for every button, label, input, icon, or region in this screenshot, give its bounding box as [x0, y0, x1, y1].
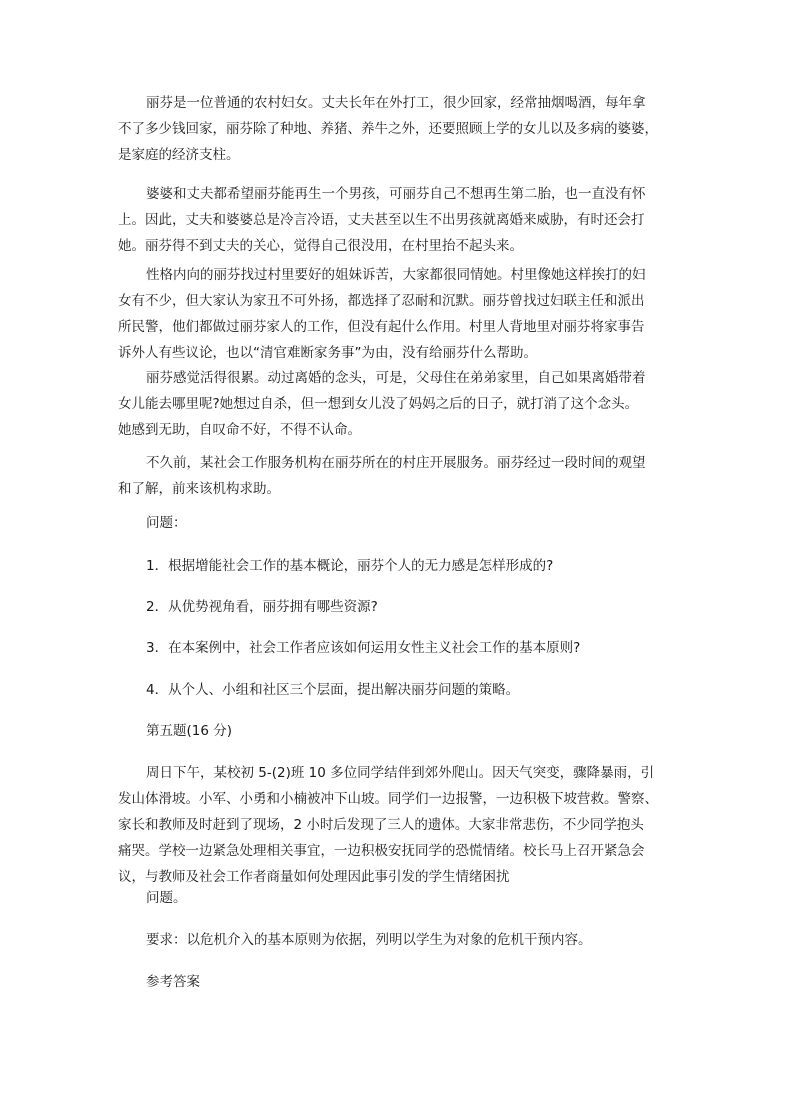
text-line: 3．在本案例中，社会工作者应该如何运用女性主义社会工作的基本原则?	[146, 640, 581, 656]
reference-answer-heading	[118, 969, 674, 995]
question-label	[118, 885, 674, 911]
text-line: 问题：	[146, 515, 187, 531]
paragraph-helplessness	[118, 365, 674, 443]
requirement-text	[118, 927, 674, 953]
text-line: 2．从优势视角看，丽芬拥有哪些资源?	[146, 599, 378, 615]
text-line: 发山体滑坡。小军、小勇和小楠被冲下山坡。同学们一边报警，一边积极下坡营救。警察、	[118, 791, 658, 807]
question-2	[118, 594, 674, 620]
text-line: 所民警，他们都做过丽芬家人的工作，但没有起什么作用。村里人背地里对丽芬将家事告	[118, 319, 645, 335]
text-line: 1．根据增能社会工作的基本概论，丽芬个人的无力感是怎样形成的?	[146, 558, 554, 574]
text-line: 家长和教师及时赶到了现场，2 小时后发现了三人的遗体。大家非常悲伤，不少同学抱头	[118, 817, 644, 833]
text-line: 参考答案	[146, 974, 200, 990]
section-heading-five	[118, 718, 674, 744]
text-line: 周日下午，某校初 5-(2)班 10 多位同学结伴到郊外爬山。因天气突变，骤降暴雨，引	[146, 765, 655, 781]
questions-heading	[118, 510, 674, 536]
text-line: 要求：以危机介入的基本原则为依据，列明以学生为对象的危机干预内容。	[146, 932, 592, 948]
text-line: 第五题(16 分)	[146, 723, 233, 739]
text-line: 4．从个人、小组和社区三个层面，提出解决丽芬问题的策略。	[146, 682, 520, 698]
text-line: 议，与教师及社会工作者商量如何处理因此事引发的学生情绪困扰	[118, 869, 510, 885]
question-4	[118, 677, 674, 703]
text-line: 不久前，某社会工作服务机构在丽芬所在的村庄开展服务。丽芬经过一段时间的观望	[146, 455, 646, 471]
paragraph-family-pressure	[118, 181, 674, 259]
text-line: 上。因此，丈夫和婆婆总是冷言冷语，丈夫甚至以生不出男孩就离婚来威胁，有时还会打	[118, 212, 645, 228]
paragraph-case-intro	[118, 90, 674, 168]
text-line: 女儿能去哪里呢?她想过自杀，但一想到女儿没了妈妈之后的日子，就打消了这个念头。	[118, 396, 639, 412]
text-line: 婆婆和丈夫都希望丽芬能再生一个男孩，可丽芬自己不想再生第二胎，也一直没有怀	[146, 186, 646, 202]
text-line: 她感到无助，自叹命不好，不得不认命。	[118, 422, 361, 438]
text-line: 和了解，前来该机构求助。	[118, 481, 280, 497]
paragraph-seek-help	[118, 450, 674, 502]
text-line: 诉外人有些议论，也以“清官难断家务事”为由，没有给丽芬什么帮助。	[118, 345, 537, 361]
question-1	[118, 553, 674, 579]
text-line: 性格内向的丽芬找过村里要好的姐妹诉苦，大家都很同情她。村里像她这样挨打的妇	[146, 267, 646, 283]
paragraph-incident	[118, 760, 674, 890]
text-line: 丽芬是一位普通的农村妇女。丈夫长年在外打工，很少回家，经常抽烟喝酒，每年拿	[146, 95, 646, 111]
text-line: 痛哭。学校一边紧急处理相关事宜，一边积极安抚同学的恐慌情绪。校长马上召开紧急会	[118, 843, 645, 859]
text-line: 她。丽芬得不到丈夫的关心，觉得自己很没用，在村里抬不起头来。	[118, 238, 523, 254]
text-line: 问题。	[146, 890, 187, 906]
paragraph-community-attitude	[118, 262, 674, 366]
text-line: 女有不少，但大家认为家丑不可外扬，都选择了忍耐和沉默。丽芬曾找过妇联主任和派出	[118, 293, 645, 309]
text-line: 是家庭的经济支柱。	[118, 147, 240, 163]
text-line: 丽芬感觉活得很累。动过离婚的念头，可是，父母住在弟弟家里，自己如果离婚带着	[146, 370, 646, 386]
question-3	[118, 635, 674, 661]
text-line: 不了多少钱回家，丽芬除了种地、养猪、养牛之外，还要照顾上学的女儿以及多病的婆婆，	[118, 121, 658, 137]
